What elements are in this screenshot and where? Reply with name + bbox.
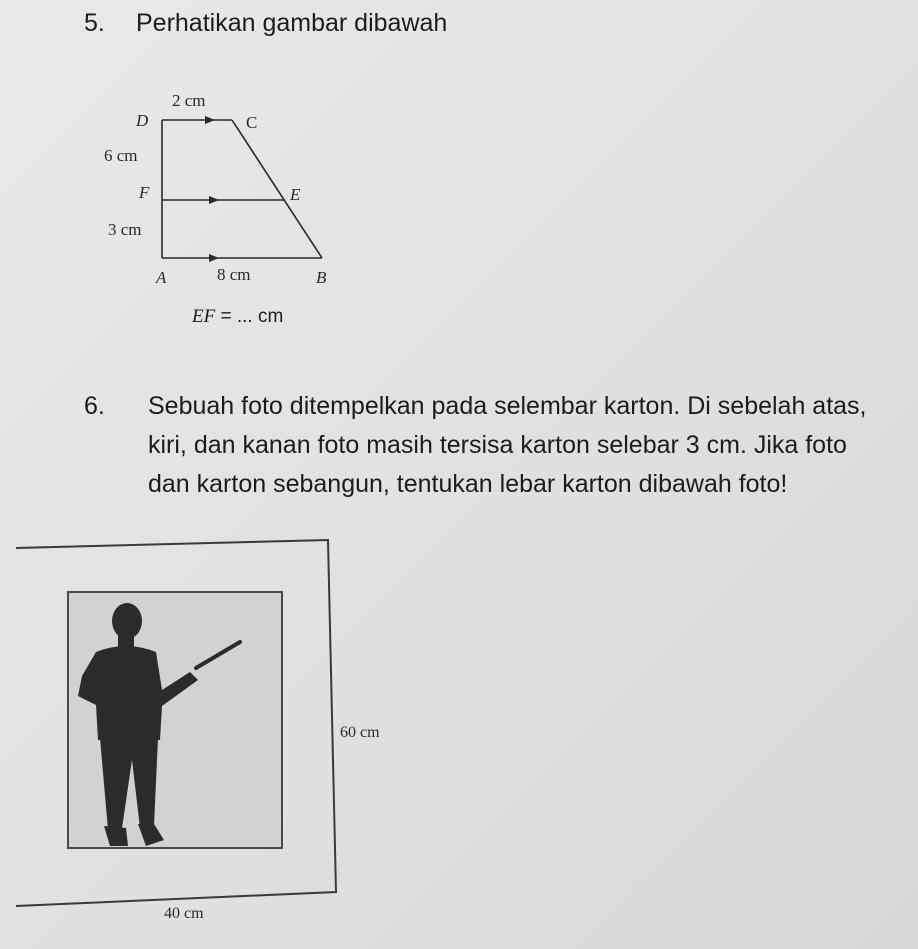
vertex-d: D (136, 111, 149, 130)
vertex-e: E (290, 185, 301, 204)
question-text: Perhatikan gambar dibawah (136, 9, 448, 37)
label-left-upper: 6 cm (104, 146, 138, 165)
question-number: 6. (84, 392, 105, 420)
label-left-lower: 3 cm (108, 220, 142, 239)
width-label: 40 cm (164, 905, 204, 922)
answer-variable: EF (192, 306, 216, 327)
answer-blank: = ... cm (215, 306, 284, 327)
vertex-b: B (316, 268, 327, 287)
label-top: 2 cm (172, 91, 206, 110)
question-text: Sebuah foto ditempelkan pada selembar karton. Di sebelah atas, kiri, dan kanan foto masih tersisa karton selebar 3 cm. Jika foto dan karton sebangun, tentukan lebar karton dibawah foto! (148, 392, 867, 498)
vertex-c: C (246, 113, 258, 132)
vertex-a: A (156, 268, 167, 287)
height-label: 60 cm (340, 724, 380, 741)
question-number: 5. (84, 9, 105, 37)
label-bottom: 8 cm (217, 265, 251, 284)
vertex-f: F (139, 183, 150, 202)
